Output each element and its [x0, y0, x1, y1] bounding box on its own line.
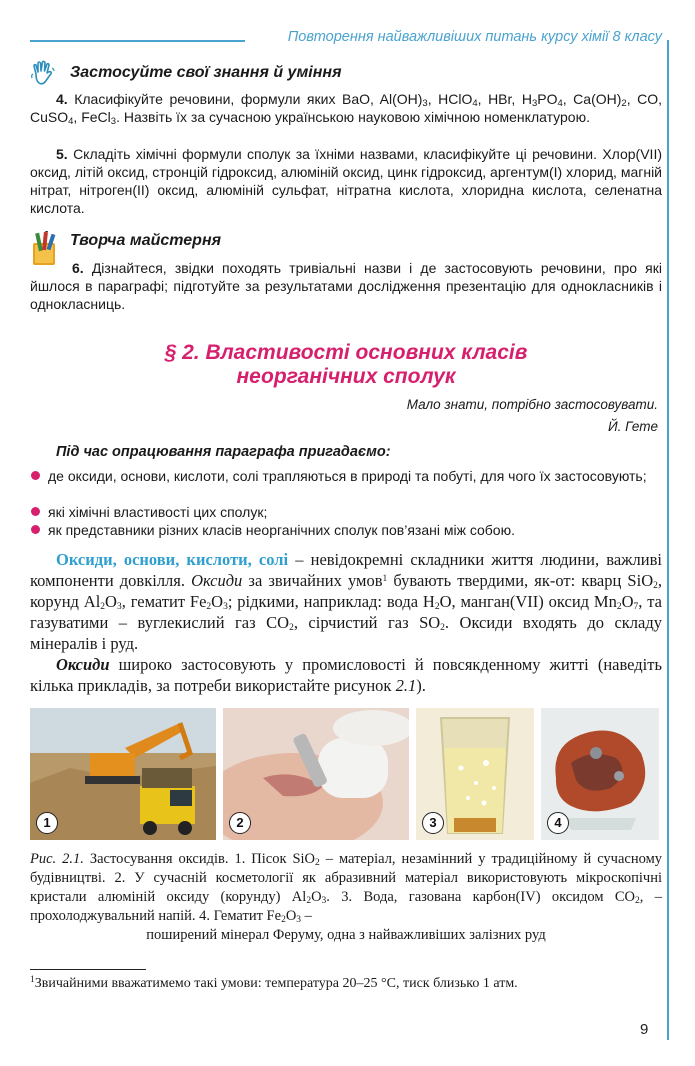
running-title: Повторення найважливіших питань курсу хімії 8 класу	[287, 29, 662, 45]
creative-section-title: Творча майстерня	[70, 232, 222, 249]
task-6-number: 6.	[72, 260, 84, 276]
task-5-number: 5.	[56, 146, 68, 162]
photo-number-1: 1	[36, 812, 58, 834]
oxides-intro-paragraph: Оксиди, основи, кислоти, солі – невідокремні складники життя людини, важливі компоненти довкілля. Оксиди за звичайних умов$^1$ бувають твердими, як-от: кварц SiO$_2$, корунд $Al_2O_3$, гематит $Fe_2O_3$; рідкими, наприклад: вода $H_2O$, манган(VII) оксид $Mn_2O_7$, та газуватими – вуглекислий газ $CO_2$, сірчистий газ $SO_2$. Оксиди входять до складу мінералів і руд.	[30, 550, 662, 653]
bullet-dot	[31, 507, 40, 516]
task-4: 4. Класифікуйте речовини, формули яких BaO, $Al(OH)_3$, HClO$_4$, HBr, $H_3PO_4$, $Ca(OH)_2$, CO, CuSO$_4$, FeCl$_3$. Назвіть їх за сучасною українською науковою хімічною номенклатурою.	[30, 91, 663, 127]
hand-icon	[30, 60, 56, 88]
paragraph-title-line-1: § 2. Властивості основних класів	[164, 341, 528, 364]
header-rule	[30, 40, 245, 42]
photo-number-3: 3	[422, 812, 444, 834]
epigraph-author: Й. Гете	[607, 419, 658, 434]
footnote	[30, 974, 662, 993]
bullet-dot	[31, 525, 40, 534]
photo-sparkling-water	[416, 708, 534, 840]
footnote-marker: 1	[30, 975, 35, 985]
task-6-text: Дізнайтеся, звідки походять тривіальні назви і де застосовують речовини, про які йшлося в параграфі; підготуйте за результатами дослідження презентацію для однокласників і однокласниць.	[30, 260, 662, 312]
remember-heading: Під час опрацювання параграфа пригадаємо:	[56, 444, 391, 460]
bullet-text: як представники різних класів неорганічних сполук пов’язані між собою.	[48, 522, 515, 538]
bullet-text: які хімічні властивості цих сполук;	[48, 504, 268, 520]
photo-excavator-sand	[30, 708, 216, 840]
photo-hematite-mineral	[541, 708, 659, 840]
caption-label: Рис. 2.1.	[30, 851, 84, 867]
right-margin-rule	[667, 40, 669, 1040]
apply-section-title: Застосуйте свої знання й уміння	[70, 64, 342, 81]
page-number: 9	[640, 1021, 649, 1038]
task-5-text: Складіть хімічні формули сполук за їхніми назвами, класифікуйте ці речовини. Хлор(VII) оксид, літій оксид, стронцій гідроксид, алюміній оксид, цинк гідроксид, аргентум(I) хлорид, магній нітрат, нітроген(II) оксид, алюміній сульфат, нітратна кислота, хлоридна кислота, селенатна кислота.	[30, 146, 662, 216]
bullet-item	[30, 503, 662, 521]
bullet-dot	[31, 471, 40, 480]
epigraph: Мало знати, потрібно застосовувати.	[406, 397, 658, 412]
photo-number-4: 4	[547, 812, 569, 834]
photo-cosmetology	[223, 708, 409, 840]
task-6	[30, 259, 662, 313]
footnote-text: Звичайними вважатимемо такі умови: температура 20–25 °С, тиск близько 1 атм.	[34, 976, 518, 991]
bullet-item	[30, 521, 662, 539]
footnote-rule	[30, 969, 146, 970]
photo-number-2: 2	[229, 812, 251, 834]
task-5	[30, 145, 662, 217]
oxides-usage-paragraph: Оксиди широко застосовують у промисловості й повсякденному житті (наведіть кілька прикладів, за потреби використайте рисунок 2.1).	[30, 655, 662, 695]
bullet-item	[30, 467, 662, 485]
bullet-text: де оксиди, основи, кислоти, солі трапляються в природі та побуті, для чого їх застосовують;	[48, 468, 647, 484]
paragraph-title-line-2: неорганічних сполук	[236, 365, 456, 388]
task-4-number: 4.	[56, 91, 68, 107]
figure-caption: Рис. 2.1. Застосування оксидів. 1. Пісок SiO$_2$ – матеріал, незамінний у традиційному й сучасному будівництві. 2. У сучасній косметології як абразивний матеріал використовують мікроскопічні кристали алюміній оксиду (корунду) $Al_2O_3$. 3. Вода, газована карбон(IV) оксидом $CO_2$, – прохолоджувальний напій. 4. Гематит $Fe_2O_3$ – поширений мінерал Феруму, одна з найважливіших залізних руд	[30, 851, 663, 943]
